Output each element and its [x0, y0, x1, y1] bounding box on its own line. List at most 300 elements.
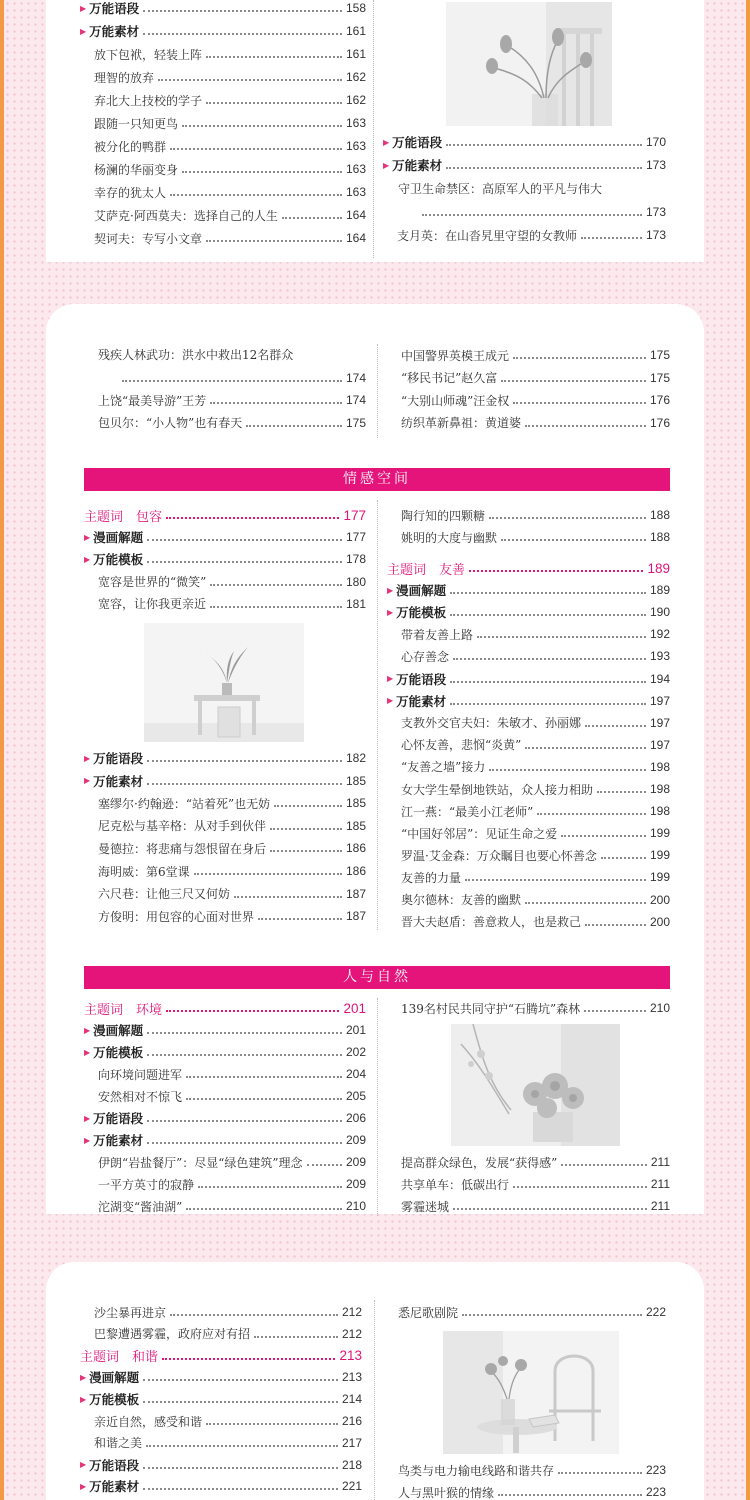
dot-leader	[501, 539, 646, 541]
dot-leader	[182, 125, 342, 127]
dot-leader	[274, 805, 342, 807]
toc-entry[interactable]	[98, 572, 366, 592]
toc-entry-wrapped-line[interactable]	[98, 368, 366, 388]
page-number: 201	[345, 1023, 366, 1037]
entry-title: 女大学生晕倒地铁站，众人接力相助	[401, 782, 594, 797]
toc-entry[interactable]	[401, 845, 670, 865]
page-number: 223	[645, 1485, 666, 1499]
toc-entry[interactable]	[98, 390, 366, 410]
triangle-bullet-icon: ▶	[80, 1394, 87, 1404]
page-number: 163	[345, 139, 366, 153]
entry-title: 杨澜的华丽变身	[94, 162, 179, 177]
triangle-bullet-icon: ▶	[80, 1481, 87, 1491]
dot-leader	[198, 1186, 342, 1188]
toc-entry[interactable]	[401, 646, 670, 666]
toc-entry[interactable]	[401, 998, 670, 1018]
toc-category[interactable]	[84, 771, 366, 791]
page-number: 182	[345, 751, 366, 765]
dot-leader	[307, 1164, 342, 1166]
entry-title: 雾霾迷城	[401, 1199, 450, 1214]
dot-leader	[561, 1164, 647, 1166]
dot-leader	[597, 791, 646, 793]
triangle-bullet-icon: ▶	[84, 1113, 91, 1123]
toc-entry[interactable]	[98, 1064, 366, 1084]
page-number: 221	[341, 1479, 362, 1494]
entry-title: 漫画解题	[93, 530, 144, 546]
toc-entry[interactable]	[98, 413, 366, 433]
entry-title: 万能语段	[396, 671, 447, 687]
page-number: 176	[649, 415, 670, 430]
page-number: 176	[649, 393, 670, 407]
dot-leader	[446, 144, 642, 146]
dot-leader	[147, 760, 342, 762]
toc-entry[interactable]	[401, 713, 670, 733]
entry-title: 方俊明：用包容的心面对世界	[98, 909, 255, 924]
toc-entry[interactable]	[98, 838, 366, 858]
page-number: 175	[649, 348, 670, 362]
dot-leader	[537, 813, 646, 815]
entry-title: 理智的放弃	[94, 70, 155, 85]
toc-entry[interactable]	[401, 505, 670, 525]
triangle-bullet-icon: ▶	[80, 1372, 87, 1382]
toc-entry[interactable]	[98, 884, 366, 904]
tulip-vase-photo	[446, 2, 612, 126]
toc-entry-wrapped[interactable]	[98, 346, 293, 363]
page-number: 216	[341, 1414, 362, 1428]
page-number: 173	[645, 205, 666, 219]
toc-category[interactable]	[383, 155, 666, 175]
toc-entry[interactable]	[94, 67, 366, 87]
column-divider	[377, 998, 378, 1216]
page-number: 199	[649, 848, 670, 863]
entry-title: 弃北大上技校的学子	[94, 93, 203, 108]
entry-title: 共享单车：低碳出行	[401, 1177, 510, 1192]
page-number: 202	[345, 1045, 366, 1059]
dot-leader	[446, 167, 642, 169]
dot-leader	[450, 681, 646, 683]
entry-title: 漫画解题	[93, 1023, 144, 1038]
entry-title: 万能语段	[93, 751, 144, 766]
toc-theme-heading[interactable]	[84, 998, 366, 1018]
entry-title: 鸟类与电力输电线路和谐共存	[398, 1463, 555, 1478]
entry-title: 万能素材	[93, 773, 144, 789]
entry-title: 主题词 和谐	[80, 1350, 159, 1366]
dot-leader	[210, 584, 342, 586]
toc-category[interactable]	[84, 1020, 366, 1040]
page-number: 205	[345, 1089, 366, 1103]
dot-leader	[186, 1208, 342, 1210]
entry-title: “友善之墙”接力	[401, 760, 486, 775]
toc-entry[interactable]	[401, 345, 670, 365]
toc-entry[interactable]	[98, 793, 366, 813]
dot-leader	[581, 237, 642, 239]
entry-title: 人与黑叶猴的情缘	[398, 1485, 495, 1500]
entry-title: 万能素材	[89, 24, 140, 39]
dot-leader	[206, 1423, 338, 1425]
toc-entry[interactable]	[94, 228, 366, 248]
page-number: 206	[345, 1111, 366, 1125]
dot-leader	[465, 879, 646, 881]
toc-entry[interactable]	[98, 1174, 366, 1194]
entry-title: 139名村民共同守护“石腾坑”森林	[401, 1001, 581, 1016]
page-number: 173	[645, 158, 666, 172]
entry-title: 晋大夫赵盾：善意救人，也是救己	[401, 915, 582, 930]
entry-title: 艾萨克·阿西莫夫：选择自己的人生	[94, 208, 278, 223]
page-number: 185	[345, 773, 366, 788]
column-divider	[374, 1300, 375, 1500]
toc-entry[interactable]	[401, 527, 670, 547]
entry-title: 漫画解题	[89, 1370, 140, 1386]
toc-category[interactable]	[387, 602, 670, 622]
dot-leader	[147, 561, 342, 563]
toc-entry[interactable]	[401, 779, 670, 799]
entry-title: 罗温·艾金森：万众瞩目也要心怀善念	[401, 848, 597, 863]
toc-entry[interactable]	[398, 1482, 666, 1500]
entry-title: 万能素材	[89, 1479, 140, 1495]
toc-category[interactable]	[80, 1367, 362, 1387]
entry-title: 万能素材	[392, 158, 443, 173]
entry-title: 契诃夫：专写小文章	[94, 231, 203, 246]
dot-leader	[469, 570, 643, 572]
entry-title: 守卫生命禁区：高原军人的平凡与伟大	[398, 182, 603, 196]
plant-table-photo	[144, 623, 304, 742]
toc-entry[interactable]	[98, 816, 366, 836]
dot-leader	[450, 703, 646, 705]
dot-leader	[258, 918, 342, 920]
page-number: 222	[645, 1305, 666, 1319]
dot-leader	[170, 1314, 338, 1316]
entry-title: “移民书记”赵久富	[401, 371, 498, 385]
page-number: 170	[645, 135, 666, 149]
dot-leader	[194, 873, 342, 875]
triangle-bullet-icon: ▶	[387, 607, 394, 617]
page-number: 210	[649, 1001, 670, 1015]
page-number: 163	[345, 162, 366, 176]
entry-title: 奥尔德林：友善的幽默	[401, 893, 522, 907]
page-number: 177	[345, 530, 366, 545]
triangle-bullet-icon: ▶	[387, 674, 394, 683]
dot-leader	[601, 857, 646, 859]
entry-title: 被分化的鸭群	[94, 139, 167, 154]
toc-category[interactable]	[84, 1108, 366, 1128]
page-number: 162	[345, 93, 366, 107]
column-divider	[377, 500, 378, 930]
toc-entry[interactable]	[401, 867, 670, 887]
page-number: 163	[345, 185, 366, 199]
toc-entry-wrapped[interactable]	[398, 180, 602, 197]
toc-entry[interactable]	[401, 890, 670, 910]
dot-leader	[450, 592, 646, 594]
toc-entry[interactable]	[94, 1324, 362, 1344]
dot-leader	[561, 835, 646, 837]
triangle-bullet-icon: ▶	[387, 585, 394, 595]
entry-title: 万能模板	[93, 1045, 144, 1060]
entry-title: 万能语段	[93, 1111, 144, 1126]
toc-category[interactable]	[84, 748, 366, 768]
toc-entry-wrapped-line[interactable]	[398, 202, 666, 222]
toc-category[interactable]	[84, 1130, 366, 1150]
entry-title: 曼德拉：将悲痛与怨恨留在身后	[98, 841, 267, 856]
page-number: 186	[345, 864, 366, 878]
dot-leader	[186, 1098, 342, 1100]
toc-category[interactable]	[80, 1455, 362, 1475]
page-number: 161	[345, 24, 366, 38]
dot-leader	[584, 1010, 646, 1012]
page-number: 201	[343, 1000, 366, 1016]
page-number: 200	[649, 892, 670, 907]
toc-entry[interactable]	[98, 1086, 366, 1106]
page-number: 162	[345, 70, 366, 84]
entry-title: 心存善念	[401, 649, 450, 664]
toc-entry[interactable]	[401, 1174, 670, 1194]
page-number: 211	[650, 1177, 670, 1191]
entry-title: “大别山师魂”汪金权	[401, 393, 510, 408]
column-divider	[377, 344, 378, 438]
entry-title: 漫画解题	[396, 583, 447, 599]
page-number: 187	[345, 909, 366, 924]
toc-category[interactable]	[80, 1476, 362, 1496]
entry-title: 心怀友善，悲悯“炎黄”	[401, 738, 522, 753]
dot-leader	[525, 747, 646, 749]
page-number: 180	[345, 574, 366, 589]
page-number: 197	[649, 715, 670, 730]
toc-entry[interactable]	[94, 44, 366, 64]
page-number: 209	[345, 1155, 366, 1169]
page-number: 211	[650, 1155, 670, 1169]
toc-category[interactable]	[387, 691, 670, 711]
page-number: 198	[649, 759, 670, 774]
page-number: 178	[345, 552, 366, 567]
entry-title: 主题词 友善	[387, 562, 466, 578]
page-number: 194	[649, 671, 670, 686]
toc-category[interactable]	[80, 21, 366, 41]
toc-entry[interactable]	[398, 1460, 666, 1480]
page-number: 204	[345, 1067, 366, 1081]
dot-leader	[206, 240, 342, 242]
triangle-bullet-icon: ▶	[84, 554, 91, 564]
entry-title: 主题词 包容	[84, 509, 163, 525]
dot-leader	[210, 606, 342, 608]
chair-rose-photo	[443, 1331, 619, 1454]
page-number: 199	[649, 870, 670, 885]
dot-leader	[166, 517, 339, 519]
toc-category[interactable]	[387, 669, 670, 689]
toc-entry[interactable]	[94, 113, 366, 133]
dot-leader	[558, 1472, 642, 1474]
dot-leader	[282, 217, 342, 219]
dot-leader	[146, 1445, 338, 1447]
page-number: 197	[649, 737, 670, 752]
triangle-bullet-icon: ▶	[387, 696, 394, 706]
page-number: 209	[345, 1133, 366, 1147]
dot-leader	[170, 194, 342, 196]
dot-leader	[170, 148, 342, 150]
page-number: 185	[345, 818, 366, 833]
page-number: 190	[649, 605, 670, 620]
page-number: 174	[345, 393, 366, 407]
entry-title: 和谐之美	[94, 1436, 143, 1451]
entry-title: 沱湖变“酱油湖”	[98, 1199, 183, 1214]
toc-category[interactable]	[84, 527, 366, 547]
toc-entry[interactable]	[401, 624, 670, 644]
entry-title: 放下包袱，轻装上阵	[94, 47, 203, 62]
entry-title: 江一燕：“最美小江老师”	[401, 804, 534, 819]
dot-leader	[270, 850, 342, 852]
dot-leader	[186, 1076, 342, 1078]
dot-leader	[585, 725, 646, 727]
page-number: 211	[650, 1199, 670, 1213]
dot-leader	[270, 828, 342, 830]
page-number: 173	[645, 228, 666, 242]
entry-title: 尼克松与基辛格：从对手到伙伴	[98, 819, 267, 834]
page-number: 193	[649, 649, 670, 664]
dot-leader	[147, 1054, 342, 1056]
entry-title: 万能模板	[89, 1392, 140, 1408]
page-number: 197	[649, 693, 670, 708]
toc-entry[interactable]	[401, 801, 670, 821]
toc-theme-heading[interactable]	[387, 558, 670, 578]
toc-entry[interactable]	[94, 1411, 362, 1431]
toc-category[interactable]	[84, 1042, 366, 1062]
toc-entry[interactable]	[98, 594, 366, 614]
page-number: 189	[647, 560, 670, 576]
toc-entry[interactable]	[98, 906, 366, 926]
dot-leader	[147, 1120, 342, 1122]
triangle-bullet-icon: ▶	[383, 160, 390, 170]
toc-entry[interactable]	[94, 1302, 362, 1322]
entry-title: 亲近自然，感受和谐	[94, 1414, 203, 1429]
entry-title: 主题词 环境	[84, 1002, 163, 1018]
toc-entry[interactable]	[398, 1302, 666, 1322]
toc-entry[interactable]	[94, 90, 366, 110]
triangle-bullet-icon: ▶	[84, 1025, 91, 1035]
entry-title: 巴黎遭遇雾霾，政府应对有招	[94, 1327, 251, 1342]
dot-leader	[147, 783, 342, 785]
toc-entry[interactable]	[98, 1152, 366, 1172]
dot-leader	[513, 1186, 647, 1188]
triangle-bullet-icon: ▶	[84, 776, 91, 786]
entry-title: 姚明的大度与幽默	[401, 530, 498, 545]
toc-entry[interactable]	[401, 1196, 670, 1216]
entry-title: 万能语段	[89, 1457, 140, 1473]
dot-leader	[525, 425, 646, 427]
dot-leader	[525, 902, 646, 904]
triangle-bullet-icon: ▶	[80, 3, 87, 13]
entry-title: 悉尼歌剧院	[398, 1305, 459, 1320]
page-number: 163	[345, 116, 366, 130]
page-number: 212	[341, 1305, 362, 1319]
entry-title: 宽容，让你我更亲近	[98, 597, 207, 612]
page-number: 213	[341, 1370, 362, 1385]
entry-title: 安然相对不惊飞	[98, 1089, 183, 1104]
toc-entry[interactable]	[401, 823, 670, 843]
section-banner-nature: 人与自然	[84, 966, 670, 989]
page-number: 181	[345, 596, 366, 611]
entry-title: 包贝尔：“小人物”也有春天	[98, 416, 243, 430]
dot-leader	[453, 1208, 647, 1210]
toc-entry[interactable]	[401, 757, 670, 777]
dot-leader	[143, 33, 342, 35]
toc-entry[interactable]	[94, 182, 366, 202]
entry-title: 海明威：第6堂课	[98, 864, 190, 879]
dot-leader	[254, 1336, 338, 1338]
dot-leader	[147, 1142, 342, 1144]
toc-entry[interactable]	[94, 159, 366, 179]
entry-title: 万能模板	[396, 605, 447, 621]
entry-title: 伊朗“岩盐餐厅”：尽显“绿色建筑”理念	[98, 1155, 303, 1170]
page-number: 209	[345, 1177, 366, 1191]
entry-title: 六尺巷：让他三尺又何妨	[98, 887, 231, 902]
entry-title: 宽容是世界的“微笑”	[98, 575, 207, 590]
triangle-bullet-icon: ▶	[84, 532, 91, 542]
page-number: 175	[345, 415, 366, 430]
toc-entry[interactable]	[401, 735, 670, 755]
toc-theme-heading[interactable]	[80, 1346, 362, 1366]
toc-category[interactable]	[383, 132, 666, 152]
toc-category[interactable]	[80, 1389, 362, 1409]
entry-title: 提高群众绿色，发展“获得感”	[401, 1155, 558, 1170]
toc-entry[interactable]	[98, 861, 366, 881]
toc-entry[interactable]	[94, 136, 366, 156]
dot-leader	[143, 1379, 338, 1381]
toc-category[interactable]	[387, 580, 670, 600]
page-number: 192	[649, 627, 670, 642]
entry-title: 向环境问题进军	[98, 1067, 183, 1082]
entry-title: 跟随一只知更鸟	[94, 116, 179, 131]
entry-title: “中国好邻居”：见证生命之爱	[401, 826, 558, 841]
flower-bouquet-photo	[451, 1024, 620, 1146]
page-number: 213	[339, 1348, 362, 1364]
entry-title: 万能素材	[396, 693, 447, 709]
page-number: 175	[649, 370, 670, 385]
toc-category[interactable]	[84, 549, 366, 569]
dot-leader	[513, 402, 646, 404]
toc-entry[interactable]	[401, 413, 670, 433]
toc-entry[interactable]	[401, 390, 670, 410]
dot-leader	[477, 636, 646, 638]
toc-entry[interactable]	[94, 1433, 362, 1453]
page-number: 218	[341, 1457, 362, 1472]
toc-entry[interactable]	[98, 1196, 366, 1216]
entry-title: 沙尘暴再进京	[94, 1305, 167, 1320]
dot-leader	[206, 56, 342, 58]
toc-entry[interactable]	[401, 368, 670, 388]
toc-entry[interactable]	[94, 205, 366, 225]
triangle-bullet-icon: ▶	[84, 753, 91, 763]
toc-entry[interactable]	[401, 912, 670, 932]
toc-entry[interactable]	[397, 225, 666, 245]
page-number: 223	[645, 1463, 666, 1477]
dot-leader	[182, 171, 342, 173]
entry-title: 幸存的犹太人	[94, 185, 167, 200]
dot-leader	[206, 102, 342, 104]
dot-leader	[489, 517, 646, 519]
toc-category[interactable]	[80, 0, 366, 18]
dot-leader	[162, 1358, 335, 1360]
entry-title: 带着友善上路	[401, 627, 474, 642]
dot-leader	[147, 539, 342, 541]
page-number: 214	[341, 1392, 362, 1407]
page-number: 188	[649, 508, 670, 522]
toc-entry[interactable]	[401, 1152, 670, 1172]
triangle-bullet-icon: ▶	[80, 26, 87, 36]
dot-leader	[143, 1401, 338, 1403]
dot-leader	[585, 924, 646, 926]
triangle-bullet-icon: ▶	[84, 1135, 91, 1145]
toc-theme-heading[interactable]	[84, 505, 366, 525]
page-number: 164	[345, 231, 366, 245]
dot-leader	[498, 1494, 642, 1496]
